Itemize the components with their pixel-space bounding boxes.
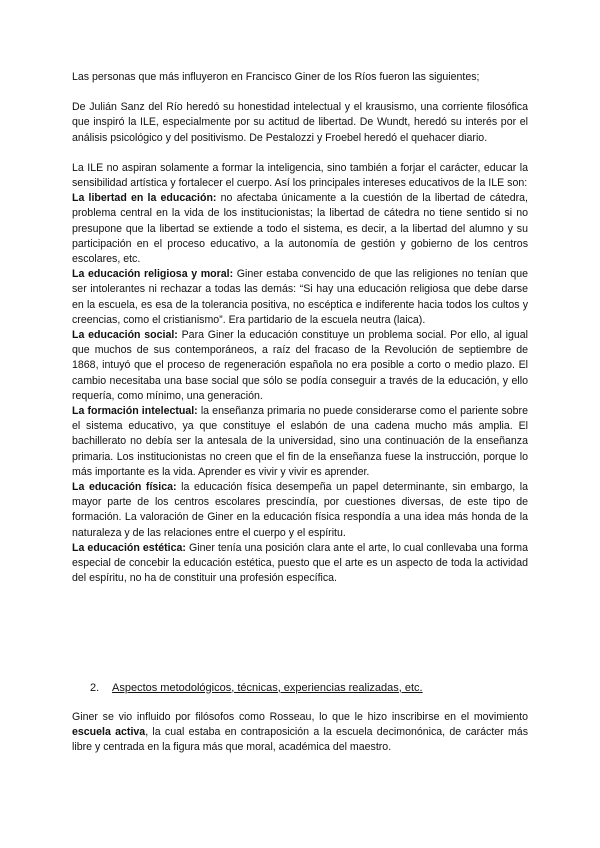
interest-title: La formación intelectual:: [72, 405, 198, 418]
interest-item-estetica: [72, 541, 528, 587]
interest-title: La educación estética:: [72, 541, 186, 554]
interest-title: La educación social:: [72, 329, 178, 342]
spacer: [72, 587, 528, 681]
interest-item-social: [72, 328, 528, 404]
interest-text: la enseñanza primaria no puede considerarse como el pariente sobre el sistema educativo, ya que constituye el eslabón de una cadena mucho más amplia. El bachillerato no debía ser la antesala de la universidad, sino una continuación de la enseñanza primaria. Los institucionistas no creen que el fin de la enseñanza fuese la instrucción, porque lo más importante es la vida. Aprender es vivir y vivir es aprender.: [72, 405, 528, 478]
interest-title: La educación religiosa y moral:: [72, 268, 234, 281]
interest-item-fisica: [72, 480, 528, 541]
ile-intro-paragraph: La ILE no aspiran solamente a formar la inteligencia, sino también a forjar el carácter, educar la sensibilidad artística y fortalecer el cuerpo. Así los principales intereses educativos de la ILE son:: [72, 161, 528, 190]
spacer: [72, 696, 528, 710]
interest-text: Para Giner la educación constituye un problema social. Por ello, al igual que muchos de sus contemporáneos, a raíz del fracaso de la Revolución de septiembre de 1868, intuyó que el proceso de regeneración española no era posible a corto o medio plazo. El cambio necesitaba una base social que sólo se podía conseguir a través de la educación, y ello requería, como mínimo, una generación.: [72, 329, 528, 402]
interest-text: Giner estaba convencido de que las religiones no tenían que ser intolerantes ni rechazar a todas las demás: “Si hay una educación religiosa que debe darse en la escuela, es esa de la tolerancia positiva, no escéptica e indiferente hacia todos los cultos y creencias, como el cristianismo”. Era partidario de la escuela neutra (laica).: [72, 268, 528, 326]
interest-text: la educación física desempeña un papel determinante, sin embargo, la mayor parte de los centros escolares prescindía, por cuestiones diversas, de este tipo de formación. La valoración de Giner en la educación física respondía a una idea más honda de la naturaleza y de las relaciones entre el cuerpo y el espíritu.: [72, 481, 529, 539]
intro-paragraph: Las personas que más influyeron en Francisco Giner de los Ríos fueron las siguientes;: [72, 71, 480, 83]
interest-item-libertad: [72, 191, 528, 267]
interest-title: La libertad en la educación:: [72, 192, 217, 205]
interest-text: Giner tenía una posición clara ante el arte, lo cual conllevaba una forma especial de concebir la educación estética, puesto que el arte es un aspecto de toda la actividad del espíritu, no ha de constituir una profesión específica.: [72, 541, 528, 585]
closing-text-before: Giner se vio influido por filósofos como Rosseau, lo que le hizo inscribirse en el movimiento: [72, 710, 528, 723]
interest-title: La educación física:: [72, 481, 177, 494]
closing-paragraph: [72, 710, 528, 756]
section-number: 2.: [90, 681, 100, 694]
section-heading: [72, 681, 528, 696]
interest-text: no afectaba únicamente a la cuestión de la libertad de cátedra, problema central en la vida de los institucionistas; la libertad de cátedra no tiene sentido si no presupone que la libertad se extiende a todo el sistema, es decir, a la libertad del alumno y su participación en el proceso educativo, a la autonomía de gestión y gobierno de los centros escolares, etc.: [72, 192, 529, 266]
closing-text-after: , la cual estaba en contraposición a la escuela decimonónica, de carácter más libre y centrada en la figura más que moral, académica del maestro.: [72, 725, 528, 753]
spacer: [72, 85, 528, 100]
closing-bold-term: escuela activa: [72, 725, 146, 738]
interest-item-intelectual: [72, 404, 528, 480]
interest-item-religiosa: [72, 267, 528, 328]
influences-paragraph: De Julián Sanz del Río heredó su honestidad intelectual y el krausismo, una corriente filosófica que inspiró la ILE, especialmente por su actitud de libertad. De Wundt, heredó su interés por el análisis psicológico y del positivismo. De Pestalozzi y Froebel heredó el quehacer diario.: [72, 101, 528, 144]
spacer: [72, 146, 528, 161]
section-title: Aspectos metodológicos, técnicas, experiencias realizadas, etc.: [112, 681, 423, 694]
